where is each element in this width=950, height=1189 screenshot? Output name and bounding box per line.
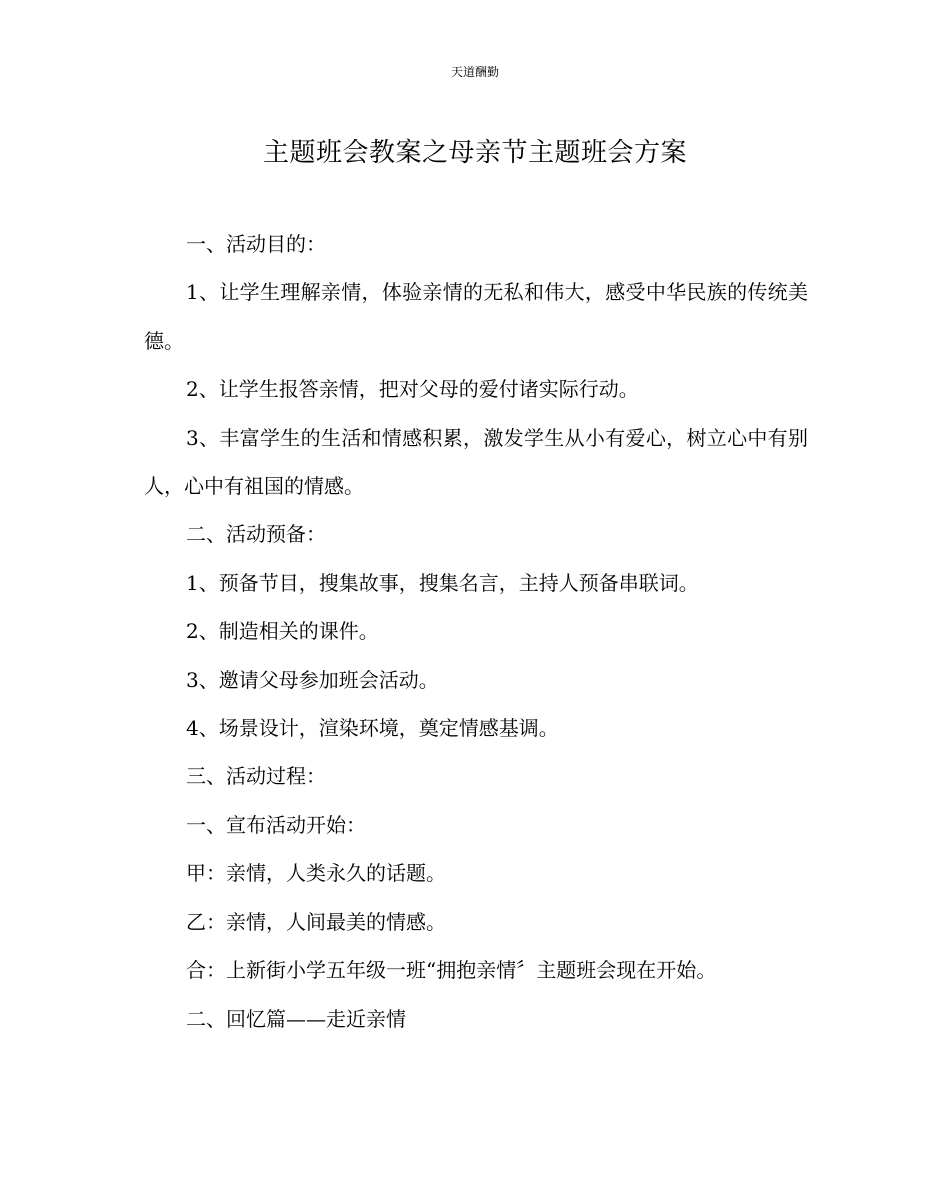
section-heading-process: 三、活动过程：	[186, 764, 326, 789]
process-step-1-heading: 一、宣布活动开始：	[186, 812, 366, 837]
dialogue-line-yi: 乙：亲情，人间最美的情感。	[186, 909, 446, 934]
preparation-item-4: 4、场景设计，渲染环境，奠定情感基调。	[186, 716, 559, 741]
goal-item-1: 1、让学生理解亲情，体验亲情的无私和伟大，感受中华民族的传统美德。	[144, 280, 808, 353]
document-title: 主题班会教案之母亲节主题班会方案	[262, 138, 687, 168]
document-body	[144, 220, 808, 1043]
goal-item-3: 3、丰富学生的生活和情感积累，激发学生从小有爱心，树立心中有别人，心中有祖国的情感。	[144, 425, 808, 499]
section-heading-goals: 一、活动目的：	[186, 232, 326, 256]
dialogue-line-he: 合：上新街小学五年级一班“拥抱亲情〞主题班会现在开始。	[186, 958, 717, 983]
goal-item-2: 2、让学生报答亲情，把对父母的爱付诸实际行动。	[186, 377, 639, 402]
preparation-item-2: 2、制造相关的课件。	[186, 619, 379, 644]
preparation-item-3: 3、邀请父母参加班会活动。	[186, 667, 439, 692]
dialogue-line-jia: 甲：亲情，人类永久的话题。	[186, 861, 446, 886]
section-heading-preparation: 二、活动预备：	[186, 522, 326, 547]
page-header: 天道酬勤	[450, 65, 499, 79]
process-step-2-heading: 二、回忆篇——走近亲情	[186, 1006, 406, 1031]
preparation-item-1: 1、预备节目，搜集故事，搜集名言，主持人预备串联词。	[186, 570, 699, 595]
